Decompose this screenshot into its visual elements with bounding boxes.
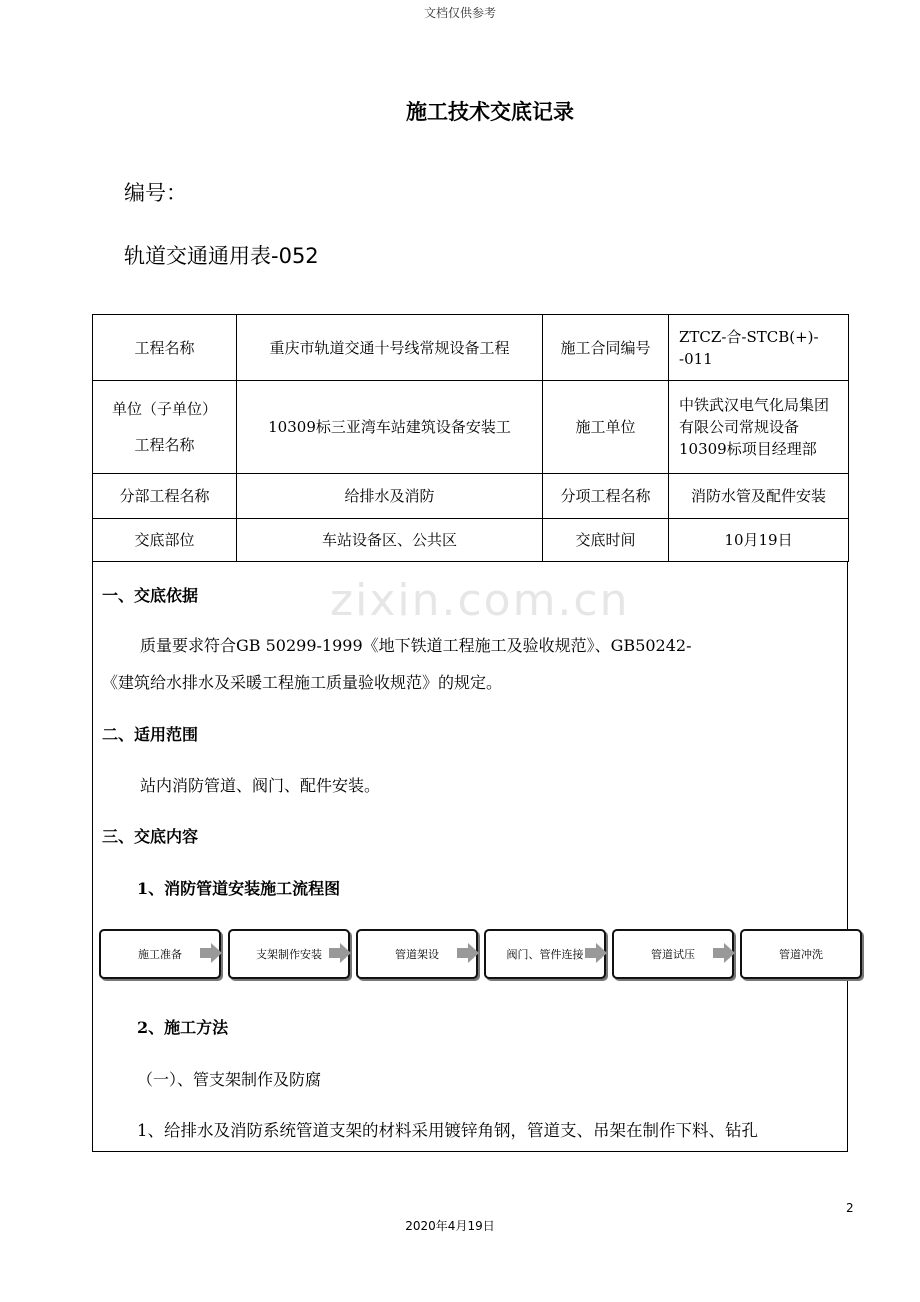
label-project-name: 工程名称	[93, 315, 237, 381]
document-number-label: 编号：	[124, 181, 187, 205]
watermark: zixin.com.cn	[330, 575, 630, 626]
label-unit-line2: 工程名称	[134, 436, 195, 454]
arrow-right-icon	[200, 943, 222, 963]
arrow-right-icon	[585, 943, 607, 963]
label-handover-location: 交底部位	[93, 519, 237, 562]
section-scope-heading: 二、适用范围	[102, 725, 199, 744]
value-unit-project: 10309标三亚湾车站建筑设备安装工	[237, 381, 543, 474]
flow-step-support-fabrication: 支架制作安装	[228, 929, 350, 979]
info-table	[92, 314, 849, 562]
flow-step-pressure-test: 管道试压	[612, 929, 734, 979]
value-subitem-name: 消防水管及配件安装	[669, 474, 849, 519]
value-construction-unit: 中铁武汉电气化局集团有限公司常规设备10309标项目经理部	[669, 381, 849, 474]
basis-text-line2: 《建筑给水排水及采暖工程施工质量验收规范》的规定。	[102, 673, 503, 692]
value-handover-location: 车站设备区、公共区	[237, 519, 543, 562]
table-row	[93, 474, 849, 519]
header-note: 文档仅供参考	[423, 6, 496, 20]
flowchart	[99, 929, 869, 981]
label-construction-unit: 施工单位	[543, 381, 669, 474]
document-title: 施工技术交底记录	[406, 100, 574, 124]
method-item-heading: （一）、管支架制作及防腐	[137, 1070, 322, 1089]
flow-step-valve-connection: 阀门、管件连接	[484, 929, 606, 979]
arrow-right-icon	[713, 943, 735, 963]
form-name: 轨道交通通用表-052	[124, 244, 319, 268]
section-basis-heading: 一、交底依据	[102, 586, 199, 605]
footer-date: 2020年4月19日	[405, 1219, 495, 1233]
table-row	[93, 381, 849, 474]
value-division-name: 给排水及消防	[237, 474, 543, 519]
table-row	[93, 519, 849, 562]
value-contract-number: ZTCZ-合-STCB(+)- -011	[669, 315, 849, 381]
value-handover-time: 10月19日	[669, 519, 849, 562]
label-handover-time: 交底时间	[543, 519, 669, 562]
label-contract-number: 施工合同编号	[543, 315, 669, 381]
arrow-right-icon	[329, 943, 351, 963]
method-heading: 2、施工方法	[137, 1018, 229, 1037]
flow-step-flushing: 管道冲洗	[740, 929, 862, 979]
value-project-name: 重庆市轨道交通十号线常规设备工程	[237, 315, 543, 381]
page-number: 2	[846, 1201, 854, 1215]
flow-step-preparation: 施工准备	[99, 929, 221, 979]
label-unit-line1: 单位（子单位）	[111, 400, 217, 418]
label-unit-project	[93, 381, 237, 474]
basis-text-line1: 质量要求符合GB 50299-1999《地下铁道工程施工及验收规范》、GB50242-	[140, 636, 692, 655]
flow-step-pipe-erection: 管道架设	[356, 929, 478, 979]
method-text: 1、给排水及消防系统管道支架的材料采用镀锌角钢，管道支、吊架在制作下料、钻孔	[137, 1121, 758, 1140]
scope-text: 站内消防管道、阀门、配件安装。	[140, 776, 381, 795]
section-content-heading: 三、交底内容	[102, 827, 199, 846]
label-subitem-name: 分项工程名称	[543, 474, 669, 519]
arrow-right-icon	[457, 943, 479, 963]
label-division-name: 分部工程名称	[93, 474, 237, 519]
table-row	[93, 315, 849, 381]
flowchart-heading: 1、消防管道安装施工流程图	[137, 879, 341, 898]
